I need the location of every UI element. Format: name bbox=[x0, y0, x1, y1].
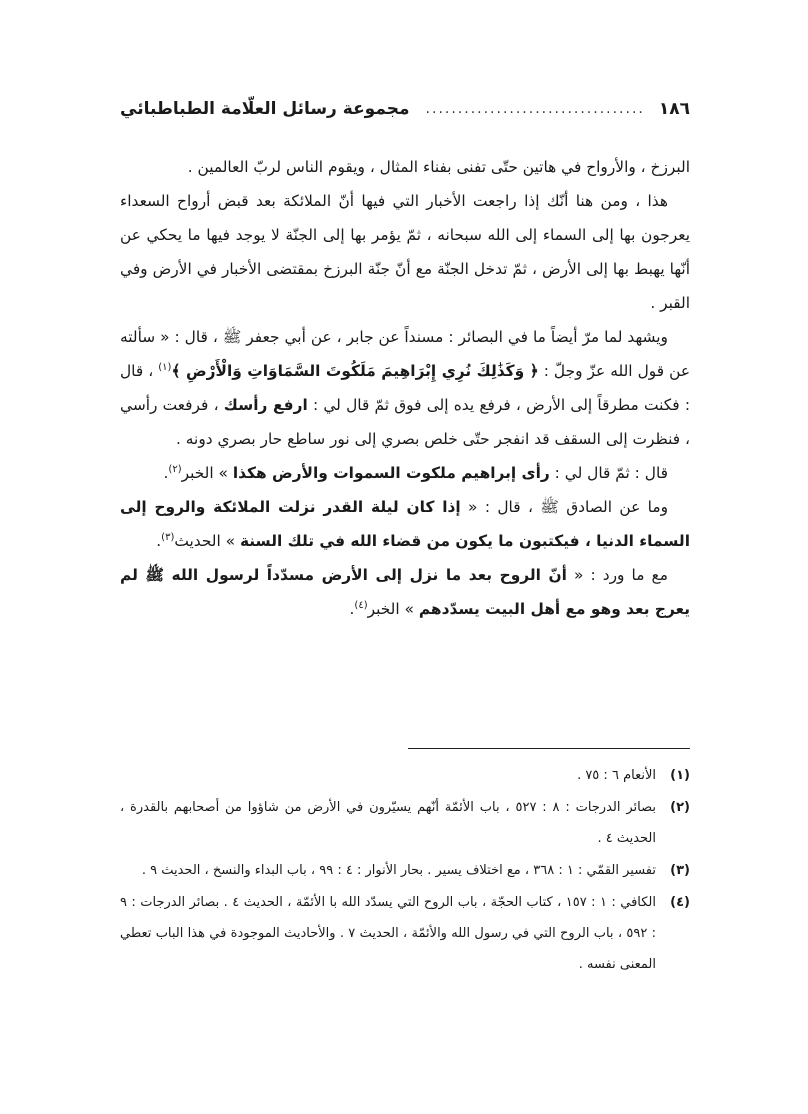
paragraph-3 bbox=[120, 320, 690, 456]
footnote-number: (٢) bbox=[670, 800, 690, 815]
quran-verse: ﴿ وَكَذَٰلِكَ نُرِي إِبْرَاهِيمَ مَلَكُوتَ السَّمَاوَاتِ وَالْأَرْضِ ﴾ bbox=[171, 362, 539, 380]
paragraph-4-text-3: . bbox=[163, 464, 169, 482]
paragraph-1: البرزخ ، والأرواح في هاتين حتّى تفنى بفناء المثال ، ويقوم الناس لربّ العالمين . bbox=[187, 158, 690, 176]
footnote-text: الأنعام ٦ : ٧٥ . bbox=[577, 768, 656, 783]
paragraph-4-text-1: قال : ثمّ قال لي : bbox=[549, 464, 668, 482]
footnotes bbox=[120, 760, 690, 981]
book-title: مجموعة رسائل العلّامة الطباطبائي bbox=[120, 99, 410, 119]
footnote-number: (٤) bbox=[670, 895, 690, 910]
footnote-divider bbox=[408, 748, 690, 749]
page-number: ١٨٦ bbox=[658, 99, 690, 119]
paragraph-6-text-3: . bbox=[349, 600, 355, 618]
running-header bbox=[120, 92, 690, 126]
paragraph-3-bold: ارفع رأسك bbox=[223, 396, 308, 414]
footnote-text: تفسير القمّي : ١ : ٣٦٨ ، مع اختلاف يسير . بحار الأنوار : ٤ : ٩٩ ، باب البداء والنسخ ، الحديث ٩ . bbox=[141, 863, 656, 878]
footnote-1 bbox=[120, 760, 690, 791]
footnote-number: (١) bbox=[670, 768, 690, 783]
paragraph-6-text-2: » الخبر bbox=[367, 600, 419, 618]
paragraph-5 bbox=[120, 490, 690, 558]
paragraph-3-text-1: ويشهد لما مرّ أيضاً ما في البصائر : مسنداً عن جابر ، عن أبي جعفر ﷺ ، قال : « سألته عن قول الله عزّ وجلّ : bbox=[120, 328, 690, 380]
footnote-ref-2[interactable]: (٢) bbox=[168, 463, 182, 475]
main-text bbox=[120, 150, 690, 626]
paragraph-4-text-2: » الخبر bbox=[181, 464, 233, 482]
paragraph-3-text-3: ، فرفعت رأسي ، فنظرت إلى السقف قد انفجر حتّى خلص بصري إلى نور ساطع حار بصري دونه . bbox=[120, 396, 690, 448]
footnote-2 bbox=[120, 792, 690, 854]
footnote-ref-1[interactable]: (١) bbox=[158, 361, 172, 373]
paragraph-5-text-3: . bbox=[156, 532, 162, 550]
footnote-3 bbox=[120, 855, 690, 886]
paragraph-6-bold: أنّ الروح بعد ما نزل إلى الأرض مسدّداً لرسول الله ﷺ لم يعرج بعد وهو مع أهل البيت يسدّدهم bbox=[120, 566, 690, 618]
header-leader-dots: .................................. bbox=[425, 101, 645, 117]
footnote-4 bbox=[120, 887, 690, 980]
footnote-ref-4[interactable]: (٤) bbox=[354, 599, 368, 611]
paragraph-6 bbox=[120, 558, 690, 626]
paragraph-6-text-1: مع ما ورد : « bbox=[566, 566, 668, 584]
paragraph-5-text-1: وما عن الصادق ﷺ ، قال : « bbox=[460, 498, 669, 516]
paragraph-4-bold: رأى إبراهيم ملكوت السموات والأرض هكذا bbox=[232, 464, 550, 482]
paragraph-4 bbox=[120, 456, 690, 490]
paragraph-2: هذا ، ومن هنا أنّك إذا راجعت الأخبار التي فيها أنّ الملائكة بعد قبض أرواح السعداء يعرجون بها إلى السماء إلى الله سبحانه ، ثمّ يؤمر بها إلى الجنّة لا يوجد فيها ما يحكي عن أنّها يهبط بها إلى الأرض ، ثمّ تدخل الجنّة مع أنّ جنّة البرزخ بمقتضى الأخبار في الأرض وفي القبر . bbox=[120, 192, 690, 312]
footnote-number: (٣) bbox=[670, 863, 690, 878]
footnote-text: بصائر الدرجات : ٨ : ٥٢٧ ، باب الأئمّة أنّهم يسيّرون في الأرض من شاؤوا من أصحابهم بالقدرة ، الحديث ٤ . bbox=[120, 800, 656, 846]
paragraph-3-text-2: ، قال : فكنت مطرقاً إلى الأرض ، فرفع يده إلى فوق ثمّ قال لي : bbox=[120, 362, 691, 414]
footnote-ref-3[interactable]: (٣) bbox=[161, 531, 175, 543]
footnote-text: الكافي : ١ : ١٥٧ ، كتاب الحجّة ، باب الروح التي يسدّد الله با الأئمّة ، الحديث ٤ . بصائر الدرجات : ٩ : ٥٩٢ ، باب الروح التي في رسول الله والأئمّة ، الحديث ٧ . والأحاديث الموجودة في هذا الباب تعطي المعنى نفسه . bbox=[120, 895, 656, 972]
paragraph-5-bold: إذا كان ليلة القدر نزلت الملائكة والروح إلى السماء الدنيا ، فيكتبون ما يكون من قضاء الله في تلك السنة bbox=[120, 498, 690, 550]
paragraph-5-text-2: » الحديث bbox=[174, 532, 240, 550]
